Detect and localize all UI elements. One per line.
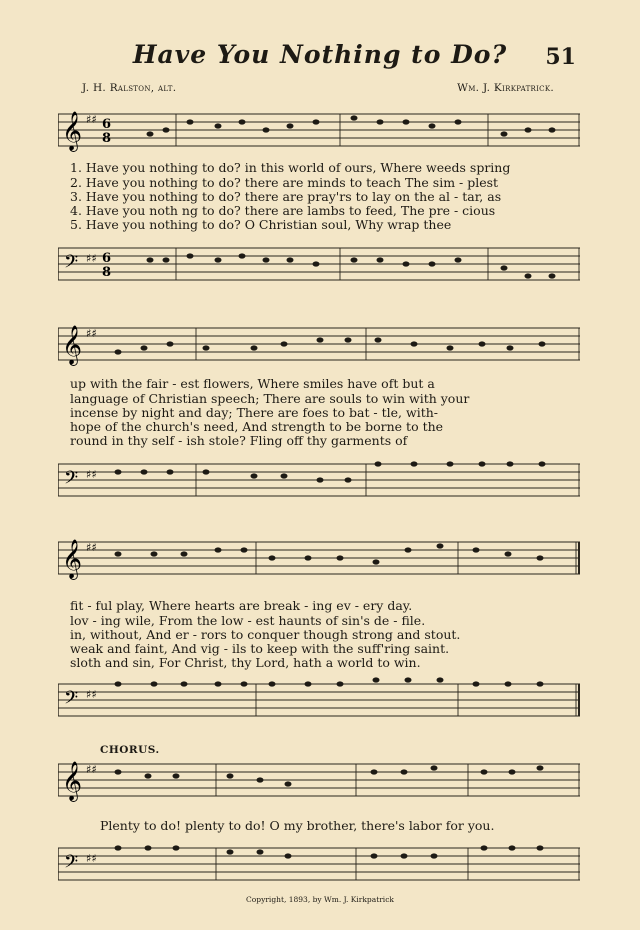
svg-text:♯♯: ♯♯ — [86, 113, 97, 126]
composer-credit: Wm. J. Kirkpatrick. — [457, 82, 554, 94]
verse4-system2: hope of the church's need, And strength to be borne to the — [70, 419, 444, 434]
verse2-system3: lov - ing wile, From the low - est haunts of sin's de - file. — [70, 613, 426, 628]
chorus-label: CHORUS. — [100, 744, 160, 756]
verse5-system3: sloth and sin, For Christ, thy Lord, hath a world to win. — [70, 655, 421, 670]
verse4-system3: weak and faint, And vig - ils to keep with the suff'ring saint. — [70, 641, 450, 656]
svg-text:6: 6 — [102, 251, 112, 266]
verse5-system2: round in thy self - ish stole? Fling off thy garments of — [70, 433, 408, 448]
verse2-system2: language of Christian speech; There are souls to win with your — [70, 391, 470, 406]
bass-staff-1 — [58, 240, 580, 290]
svg-text:8: 8 — [102, 265, 112, 280]
page-number: 51 — [545, 44, 576, 70]
bass-staff-3 — [58, 676, 580, 726]
svg-text:6: 6 — [102, 117, 112, 132]
verse3-system1: 3. Have you nothing to do? there are pray'rs to lay on the al - tar, as — [70, 189, 502, 204]
hymn-title: Have You Nothing to Do? — [132, 40, 508, 69]
bass-staff-2 — [58, 456, 580, 506]
chorus-lyrics: Plenty to do! plenty to do! O my brother, there's labor for you. — [100, 818, 495, 833]
svg-text:𝄢: 𝄢 — [64, 688, 79, 713]
svg-text:𝄢: 𝄢 — [64, 468, 79, 493]
verse5-system1: 5. Have you nothing to do? O Christian soul, Why wrap thee — [70, 217, 452, 232]
svg-text:𝄢: 𝄢 — [64, 852, 79, 877]
treble-staff-1 — [58, 108, 580, 152]
svg-text:♯♯: ♯♯ — [86, 327, 97, 340]
lyricist-credit: J. H. Ralston, alt. — [82, 82, 177, 94]
bass-staff-4 — [58, 840, 580, 890]
treble-staff-3 — [58, 536, 580, 580]
svg-text:𝄞: 𝄞 — [62, 325, 83, 365]
verse3-system2: incense by night and day; There are foes to bat - tle, with- — [70, 405, 438, 420]
copyright-notice: Copyright, 1893, by Wm. J. Kirkpatrick — [246, 895, 394, 904]
svg-text:♯♯: ♯♯ — [86, 688, 97, 701]
svg-text:♯♯: ♯♯ — [86, 763, 97, 776]
verse3-system3: in, without, And er - rors to conquer though strong and stout. — [70, 627, 461, 642]
svg-text:♯♯: ♯♯ — [86, 252, 97, 265]
svg-text:♯♯: ♯♯ — [86, 468, 97, 481]
verse4-system1: 4. Have you noth ng to do? there are lambs to feed, The pre - cious — [70, 203, 496, 218]
verse1-system2: up with the fair - est flowers, Where smiles have oft but a — [70, 376, 435, 391]
svg-text:𝄞: 𝄞 — [62, 539, 83, 579]
svg-text:𝄞: 𝄞 — [62, 761, 83, 801]
svg-text:♯♯: ♯♯ — [86, 852, 97, 865]
verse1-system1: 1. Have you nothing to do? in this world of ours, Where weeds spring — [70, 160, 511, 175]
svg-text:8: 8 — [102, 131, 112, 146]
svg-text:♯♯: ♯♯ — [86, 541, 97, 554]
svg-text:𝄞: 𝄞 — [62, 111, 83, 151]
treble-staff-2 — [58, 322, 580, 366]
verse2-system1: 2. Have you nothing to do? there are minds to teach The sim - plest — [70, 175, 499, 190]
svg-text:𝄢: 𝄢 — [64, 252, 79, 277]
verse1-system3: fit - ful play, Where hearts are break - ing ev - ery day. — [70, 598, 413, 613]
treble-staff-4 — [58, 758, 580, 810]
